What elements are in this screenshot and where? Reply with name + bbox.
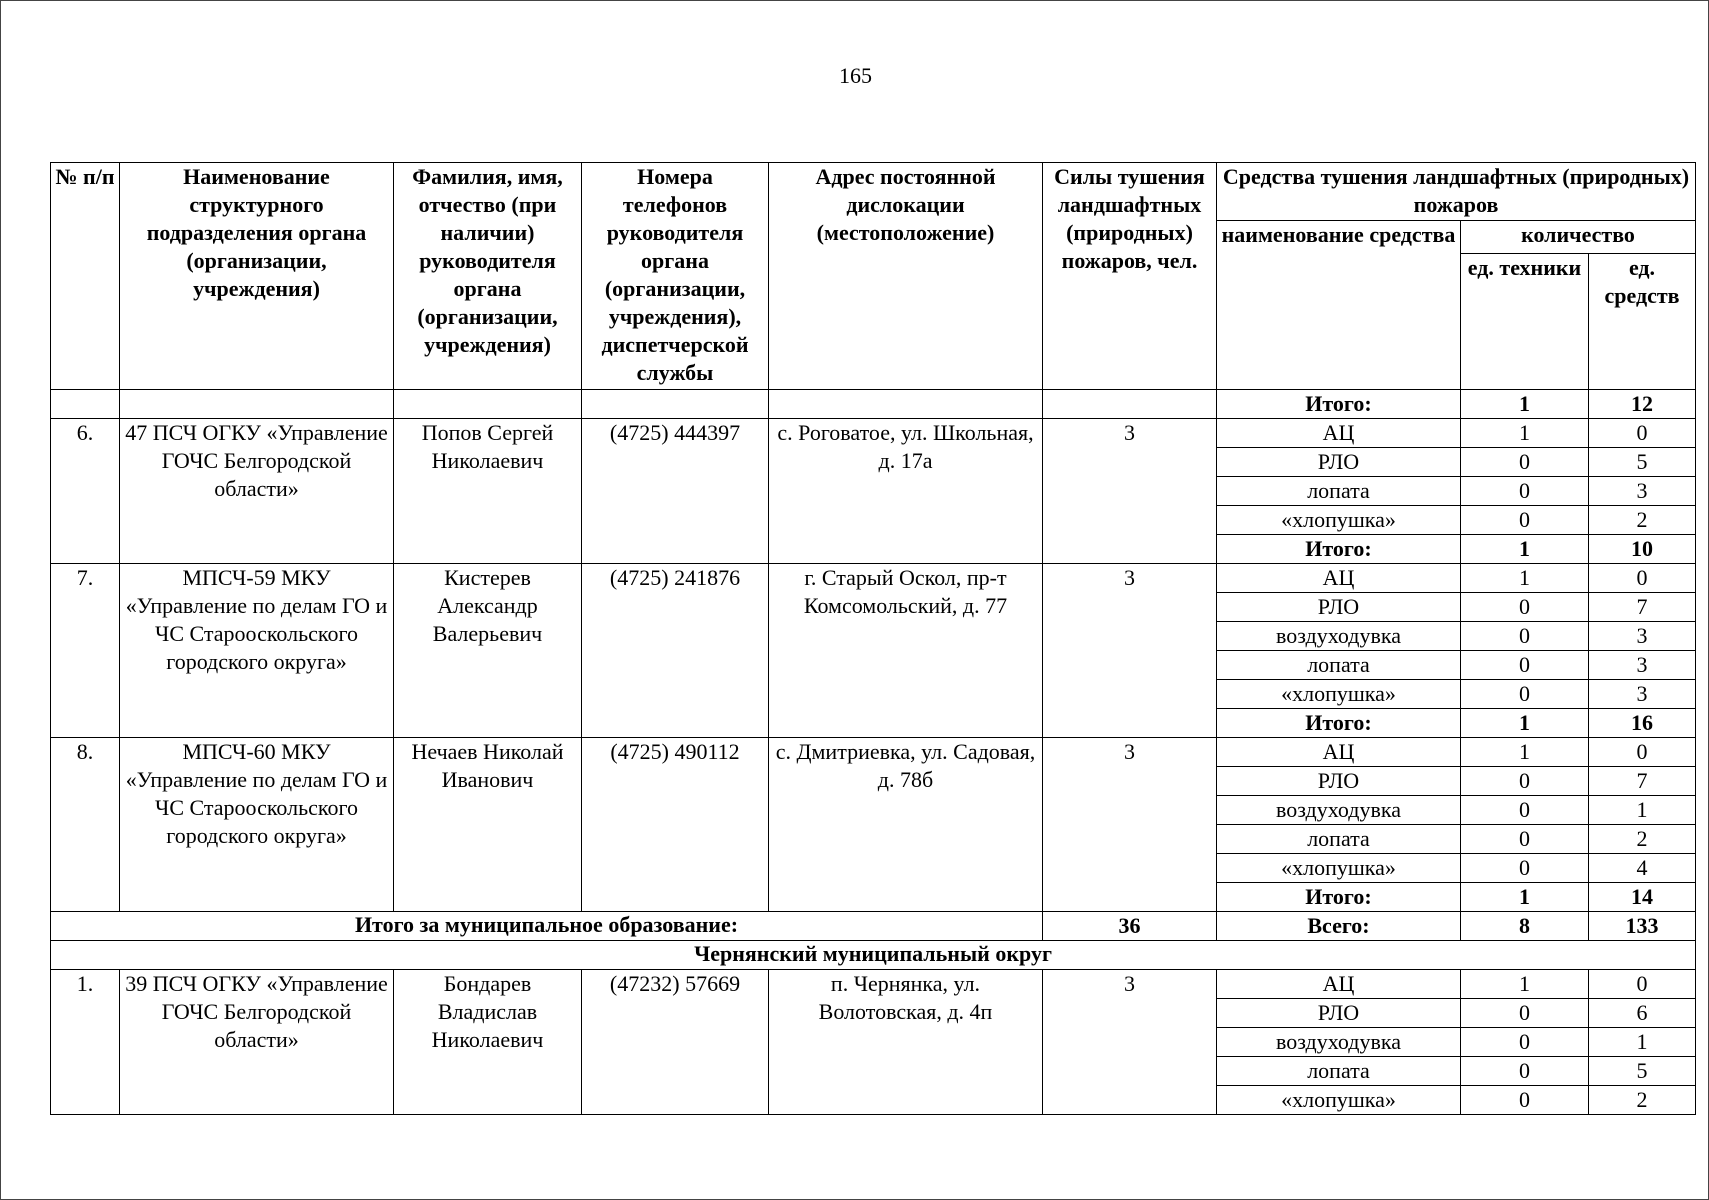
means-name: РЛО (1217, 767, 1461, 796)
grand-total-tech: 8 (1461, 912, 1589, 941)
header-unit: Наименование структурного подразделения органа (организации, учреждения) (120, 163, 394, 390)
means-tech: 1 (1461, 564, 1589, 593)
header-forces: Силы тушения ландшафтных (природных) пожаров, чел. (1043, 163, 1217, 390)
unit-name: 47 ПСЧ ОГКУ «Управление ГОЧС Белгородской области» (120, 419, 394, 564)
means-name: РЛО (1217, 593, 1461, 622)
means-count: 5 (1589, 1057, 1696, 1086)
group-total-label: Итого: (1217, 883, 1461, 912)
municipal-total-forces: 36 (1043, 912, 1217, 941)
head-name: Попов Сергей Николаевич (394, 419, 582, 564)
row-number: 8. (51, 738, 120, 912)
head-name: Нечаев Николай Иванович (394, 738, 582, 912)
means-count: 7 (1589, 767, 1696, 796)
address: г. Старый Оскол, пр-т Комсомольский, д. 77 (769, 564, 1043, 738)
page-number: 165 (839, 63, 872, 88)
row-number: 7. (51, 564, 120, 738)
means-name: РЛО (1217, 999, 1461, 1028)
means-name: воздуходувка (1217, 796, 1461, 825)
phone-number: (4725) 490112 (582, 738, 769, 912)
group-total-label: Итого: (1217, 709, 1461, 738)
means-count: 3 (1589, 651, 1696, 680)
means-name: РЛО (1217, 448, 1461, 477)
header-means: Средства тушения ландшафтных (природных) пожаров (1217, 163, 1696, 221)
table-row (51, 390, 1696, 419)
forces-count: 3 (1043, 564, 1217, 738)
means-tech: 1 (1461, 738, 1589, 767)
means-count: 3 (1589, 680, 1696, 709)
means-tech: 0 (1461, 593, 1589, 622)
means-count: 3 (1589, 622, 1696, 651)
means-name: воздуходувка (1217, 1028, 1461, 1057)
means-name: лопата (1217, 1057, 1461, 1086)
table-body (51, 390, 1696, 1115)
means-count: 0 (1589, 970, 1696, 999)
means-name: АЦ (1217, 738, 1461, 767)
table-row (51, 564, 1696, 593)
means-tech: 1 (1461, 970, 1589, 999)
means-count: 3 (1589, 477, 1696, 506)
group-total-means: 10 (1589, 535, 1696, 564)
group-total-tech: 1 (1461, 883, 1589, 912)
means-tech: 0 (1461, 999, 1589, 1028)
means-count: 0 (1589, 564, 1696, 593)
means-tech: 0 (1461, 796, 1589, 825)
header-units-means: ед. средств (1589, 254, 1696, 390)
means-tech: 1 (1461, 419, 1589, 448)
group-total-tech: 1 (1461, 709, 1589, 738)
means-name: «хлопушка» (1217, 854, 1461, 883)
group-total-tech: 1 (1461, 535, 1589, 564)
phone-number: (4725) 241876 (582, 564, 769, 738)
means-count: 0 (1589, 419, 1696, 448)
empty-cell (394, 390, 582, 419)
address: п. Чернянка, ул. Волотовская, д. 4п (769, 970, 1043, 1115)
means-tech: 0 (1461, 1086, 1589, 1115)
means-name: лопата (1217, 825, 1461, 854)
means-tech: 0 (1461, 622, 1589, 651)
head-name: Бондарев Владислав Николаевич (394, 970, 582, 1115)
means-name: «хлопушка» (1217, 680, 1461, 709)
header-means-name: наименование средства (1217, 221, 1461, 390)
means-tech: 0 (1461, 1028, 1589, 1057)
means-tech: 0 (1461, 825, 1589, 854)
means-name: воздуходувка (1217, 622, 1461, 651)
means-name: АЦ (1217, 419, 1461, 448)
empty-cell (769, 390, 1043, 419)
group-total-means: 16 (1589, 709, 1696, 738)
empty-cell (1043, 390, 1217, 419)
means-count: 2 (1589, 825, 1696, 854)
means-count: 0 (1589, 738, 1696, 767)
means-tech: 0 (1461, 448, 1589, 477)
means-count: 4 (1589, 854, 1696, 883)
grand-total-means: 133 (1589, 912, 1696, 941)
empty-cell (51, 390, 120, 419)
means-tech: 0 (1461, 854, 1589, 883)
means-count: 7 (1589, 593, 1696, 622)
unit-name: 39 ПСЧ ОГКУ «Управление ГОЧС Белгородской области» (120, 970, 394, 1115)
means-tech: 0 (1461, 1057, 1589, 1086)
group-total-means: 14 (1589, 883, 1696, 912)
means-count: 2 (1589, 1086, 1696, 1115)
table-row (51, 941, 1696, 970)
section-title: Чернянский муниципальный округ (51, 941, 1696, 970)
means-tech: 0 (1461, 680, 1589, 709)
means-count: 1 (1589, 1028, 1696, 1057)
means-name: «хлопушка» (1217, 506, 1461, 535)
means-name: АЦ (1217, 970, 1461, 999)
forces-count: 3 (1043, 419, 1217, 564)
means-tech: 0 (1461, 506, 1589, 535)
head-name: Кистерев Александр Валерьевич (394, 564, 582, 738)
phone-number: (47232) 57669 (582, 970, 769, 1115)
means-name: АЦ (1217, 564, 1461, 593)
means-count: 6 (1589, 999, 1696, 1028)
means-name: лопата (1217, 477, 1461, 506)
empty-cell (120, 390, 394, 419)
forces-count: 3 (1043, 738, 1217, 912)
address: с. Роговатое, ул. Школьная, д. 17а (769, 419, 1043, 564)
header-address: Адрес постоянной дислокации (местоположение) (769, 163, 1043, 390)
table-row (51, 912, 1696, 941)
means-tech: 0 (1461, 477, 1589, 506)
means-count: 1 (1589, 796, 1696, 825)
total-label: Итого: (1217, 390, 1461, 419)
group-total-label: Итого: (1217, 535, 1461, 564)
means-name: лопата (1217, 651, 1461, 680)
address: с. Дмитриевка, ул. Садовая, д. 78б (769, 738, 1043, 912)
row-number: 6. (51, 419, 120, 564)
header-head: Фамилия, имя, отчество (при наличии) руководителя органа (организации, учреждения) (394, 163, 582, 390)
means-tech: 0 (1461, 767, 1589, 796)
empty-cell (582, 390, 769, 419)
total-tech: 1 (1461, 390, 1589, 419)
phone-number: (4725) 444397 (582, 419, 769, 564)
means-tech: 0 (1461, 651, 1589, 680)
unit-name: МПСЧ-60 МКУ «Управление по делам ГО и ЧС Старооскольского городского округа» (120, 738, 394, 912)
means-name: «хлопушка» (1217, 1086, 1461, 1115)
means-count: 2 (1589, 506, 1696, 535)
row-number: 1. (51, 970, 120, 1115)
header-num: № п/п (51, 163, 120, 390)
header-phone: Номера телефонов руководителя органа (организации, учреждения), диспетчерской службы (582, 163, 769, 390)
municipal-total-label: Итого за муниципальное образование: (51, 912, 1043, 941)
table-row (51, 970, 1696, 999)
unit-name: МПСЧ-59 МКУ «Управление по делам ГО и ЧС Старооскольского городского округа» (120, 564, 394, 738)
fire-resources-table (50, 162, 1696, 1115)
table-row (51, 419, 1696, 448)
forces-count: 3 (1043, 970, 1217, 1115)
header-quantity: количество (1461, 221, 1696, 254)
means-count: 5 (1589, 448, 1696, 477)
header-units-tech: ед. техники (1461, 254, 1589, 390)
total-means: 12 (1589, 390, 1696, 419)
grand-total-label: Всего: (1217, 912, 1461, 941)
table-row (51, 738, 1696, 767)
